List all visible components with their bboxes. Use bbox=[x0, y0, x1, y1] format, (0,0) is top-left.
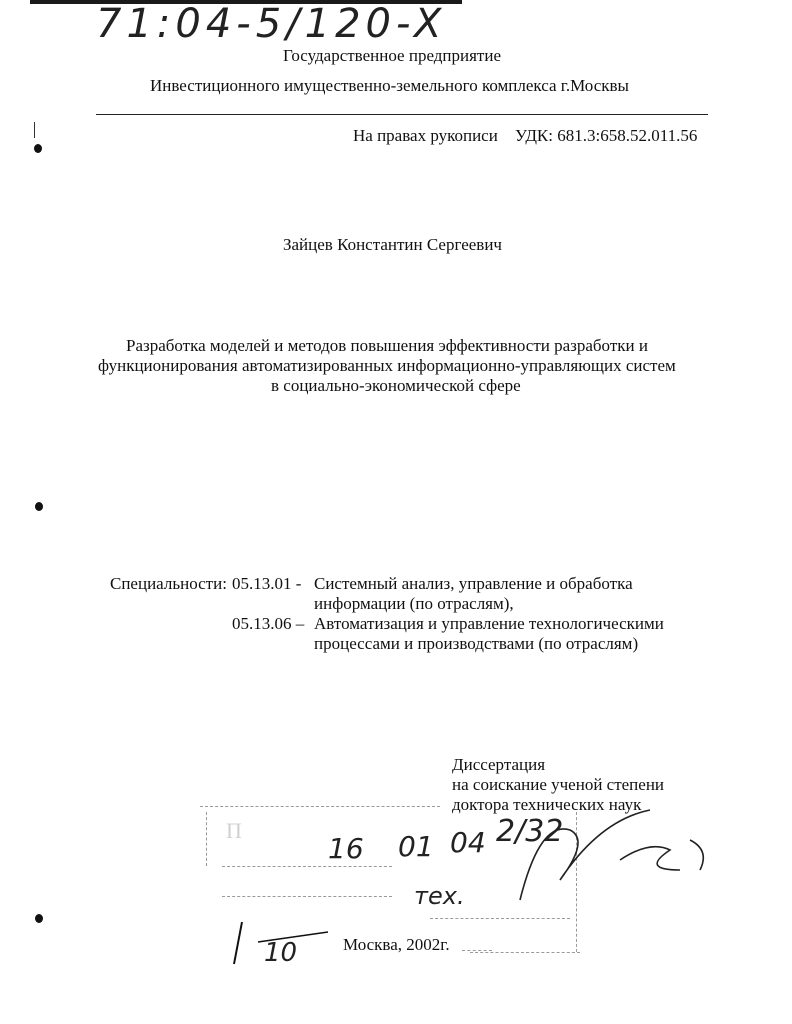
punch-hole-mark bbox=[35, 502, 43, 511]
archive-code: 71:04-5/120-X bbox=[96, 1, 447, 47]
specialties-label: Специальности: bbox=[110, 574, 227, 593]
stamp-tex-mark: тех. bbox=[414, 882, 465, 910]
stamp-faded-text: П bbox=[226, 818, 245, 843]
stamp-date-month: 01 bbox=[398, 830, 434, 863]
specialty-1-line-1: Системный анализ, управление и обработка bbox=[314, 574, 633, 593]
specialty-2-code: 05.13.06 – bbox=[232, 614, 305, 633]
specialty-1-code: 05.13.01 - bbox=[232, 574, 302, 593]
title-line-2: функционирования автоматизированных информационно-управляющих систем bbox=[98, 356, 676, 375]
specialty-1-line-2: информации (по отраслям), bbox=[314, 594, 514, 613]
dissertation-line-2: на соискание ученой степени bbox=[452, 775, 665, 794]
org-line-2: Инвестиционного имущественно-земельного комплекса г.Москвы bbox=[150, 76, 629, 95]
udk-code: УДК: 681.3:658.52.011.56 bbox=[515, 126, 698, 145]
title-line-1: Разработка моделей и методов повышения эффективности разработки и bbox=[126, 336, 648, 355]
stamp-number: 2/32 bbox=[496, 814, 564, 849]
punch-hole-mark bbox=[34, 144, 42, 153]
title-line-3: в социально-экономической сфере bbox=[271, 376, 521, 395]
dissertation-line-3: доктора технических наук bbox=[452, 795, 642, 814]
org-line-1: Государственное предприятие bbox=[283, 46, 502, 65]
dissertation-line-1: Диссертация bbox=[452, 755, 546, 774]
stamp-date-day: 16 bbox=[328, 832, 364, 865]
bottom-mark: 10 bbox=[264, 938, 298, 968]
city-year: Москва, 2002г. bbox=[343, 935, 450, 954]
specialty-2-line-1: Автоматизация и управление технологическими bbox=[314, 614, 664, 633]
header-rule bbox=[96, 114, 708, 115]
rights-label: На правах рукописи bbox=[353, 126, 498, 145]
margin-mark bbox=[34, 122, 35, 138]
author-name: Зайцев Константин Сергеевич bbox=[283, 235, 502, 254]
specialty-2-line-2: процессами и производствами (по отраслям) bbox=[314, 634, 639, 653]
signature-scribble bbox=[500, 800, 720, 910]
punch-hole-mark bbox=[35, 914, 43, 923]
stamp-date-year: 04 bbox=[450, 826, 486, 859]
